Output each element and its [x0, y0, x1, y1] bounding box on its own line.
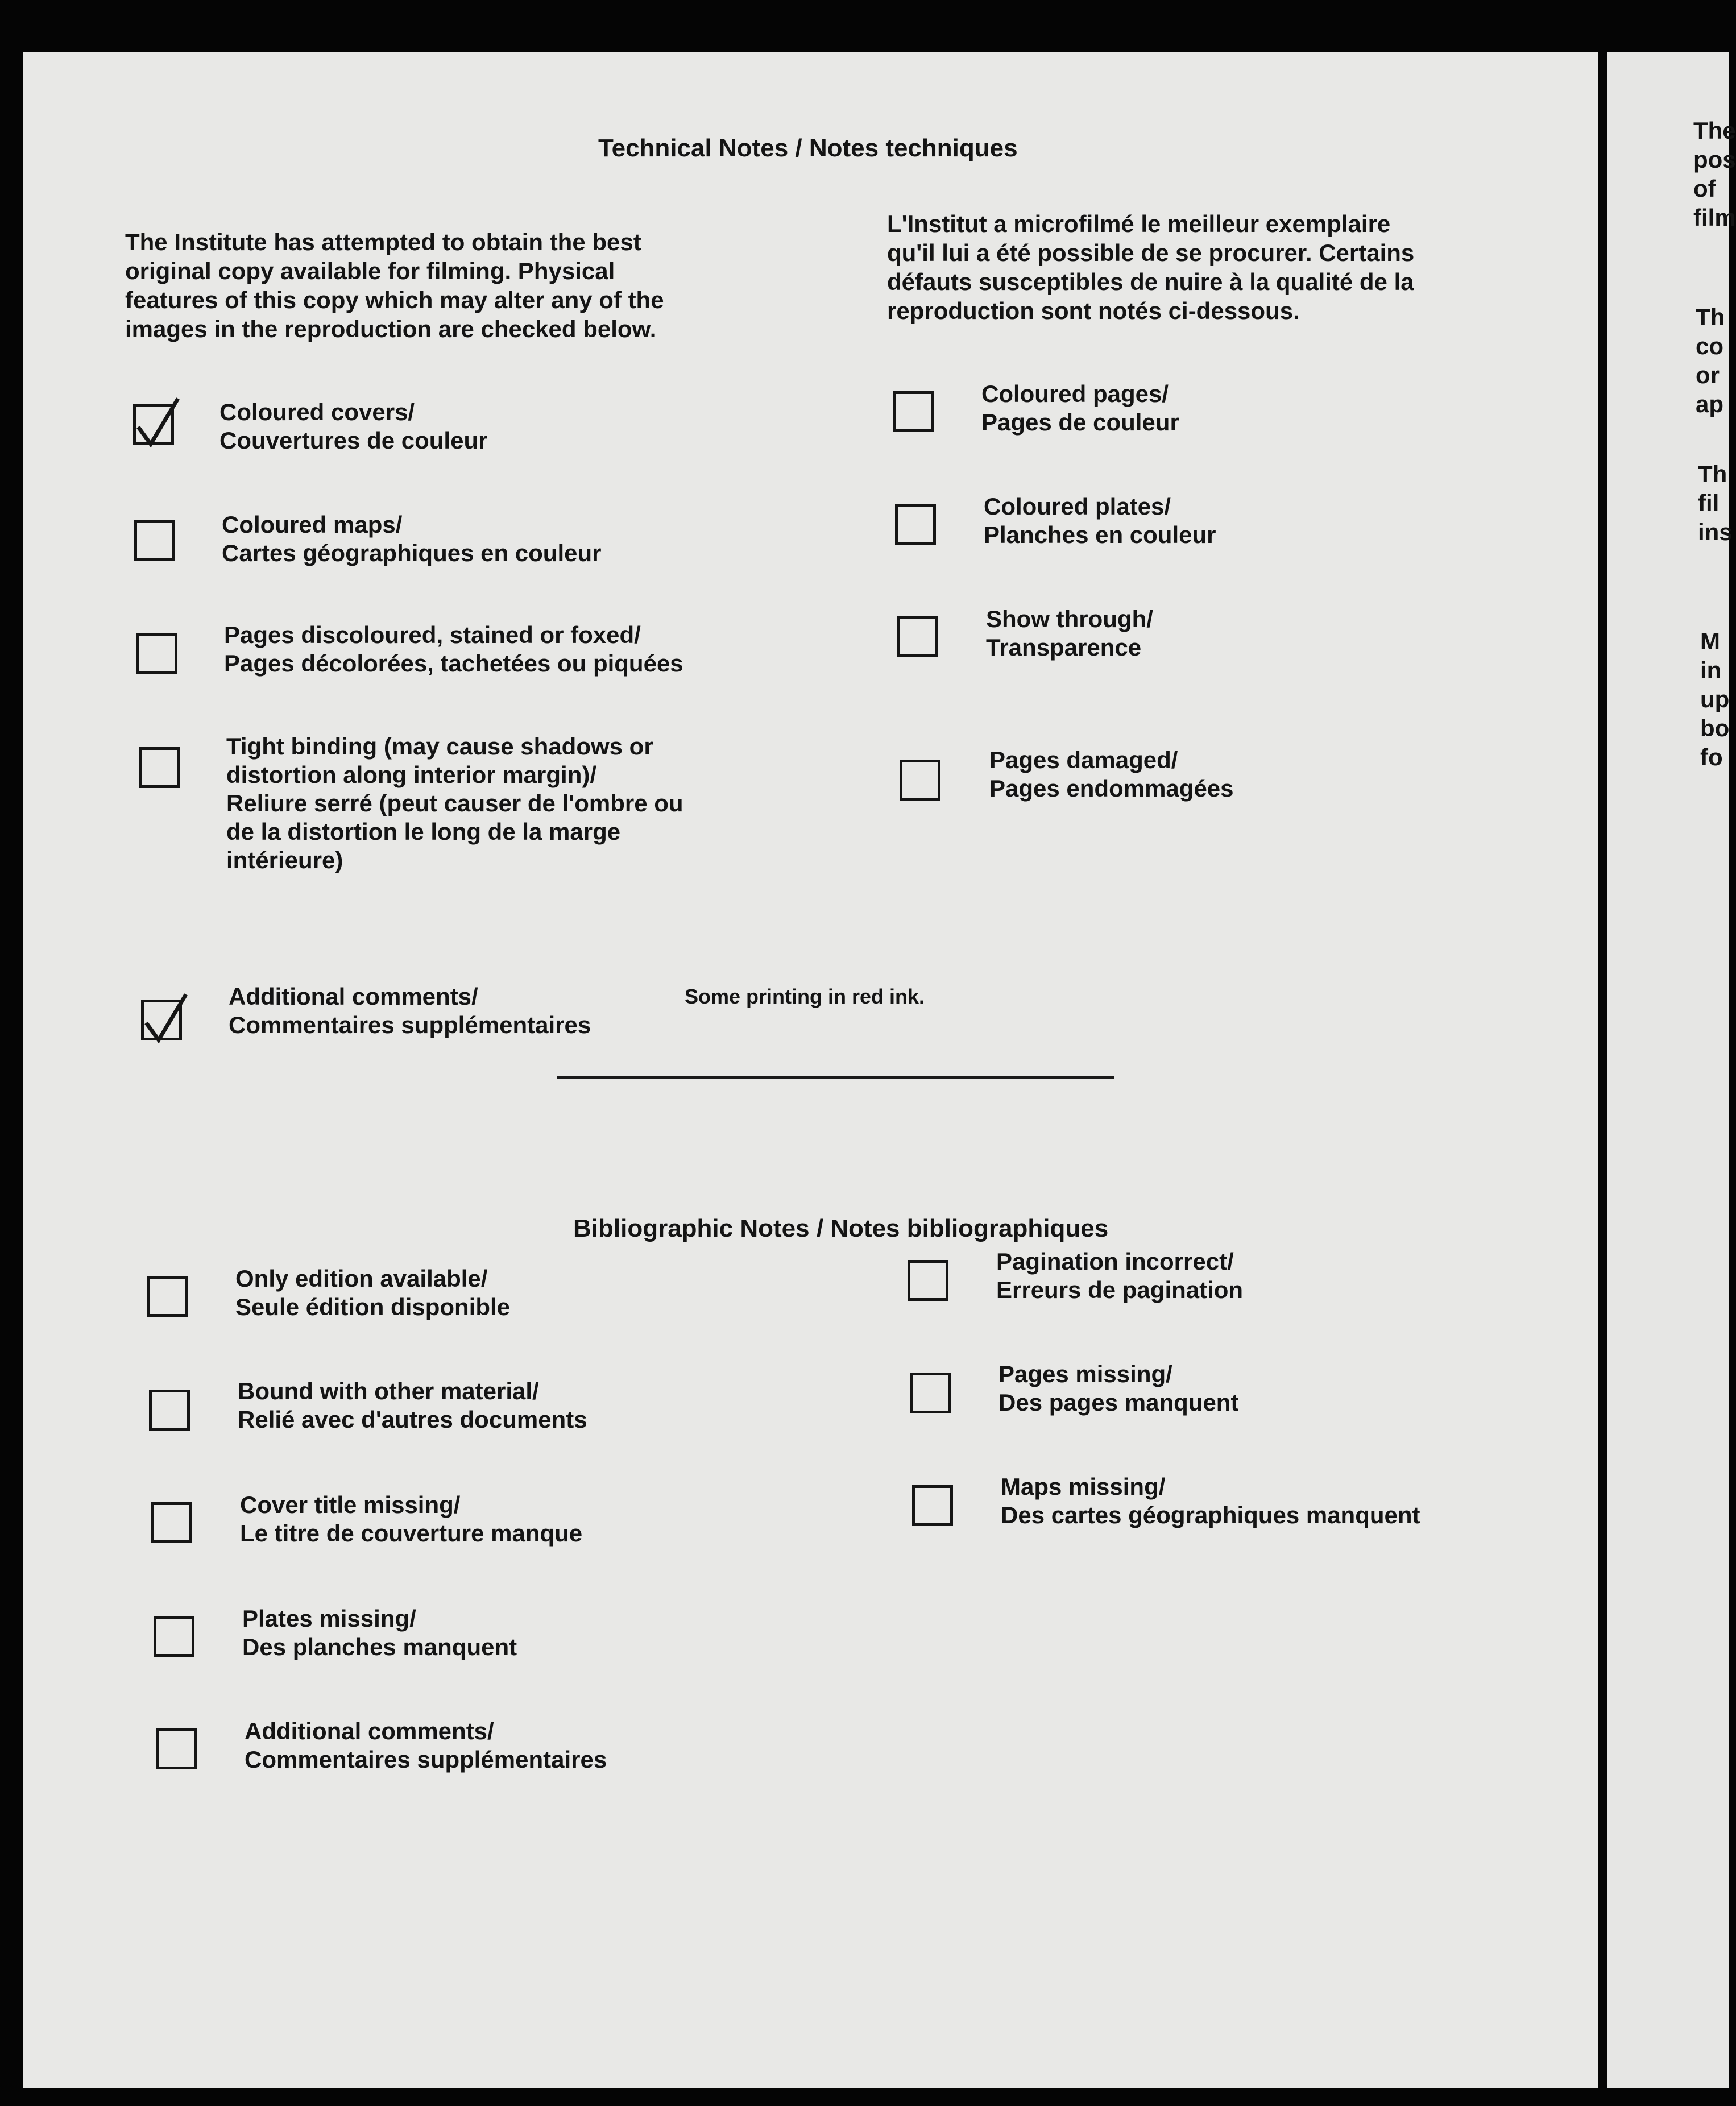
coloured-maps-label: Coloured maps/ Cartes géographiques en couleur — [222, 511, 602, 566]
maps-missing-checkbox[interactable] — [912, 1485, 953, 1526]
bibliographic-additional-comments-checkbox[interactable] — [156, 1728, 197, 1769]
section-divider — [557, 1076, 1114, 1079]
bibliographic-additional-comments-label: Additional comments/ Commentaires supplémentaires — [245, 1718, 607, 1773]
pages-discoloured-checkbox[interactable] — [136, 633, 177, 674]
coloured-pages-label: Coloured pages/ Pages de couleur — [981, 380, 1179, 436]
coloured-plates-label: Coloured plates/ Planches en couleur — [984, 493, 1216, 548]
pages-discoloured-label: Pages discoloured, stained or foxed/ Pages décolorées, tachetées ou piquées — [224, 621, 683, 677]
plates-missing-label: Plates missing/ Des planches manquent — [242, 1605, 517, 1660]
coloured-pages-checkbox[interactable] — [893, 391, 934, 432]
tight-binding-checkbox[interactable] — [139, 747, 180, 788]
fragment-block-3: Th fil ins — [1698, 461, 1733, 545]
pagination-incorrect-label: Pagination incorrect/ Erreurs de pagination — [996, 1248, 1244, 1303]
pages-missing-checkbox[interactable] — [910, 1373, 951, 1413]
checkmark-icon — [132, 394, 184, 451]
pages-damaged-checkbox[interactable] — [900, 760, 940, 801]
maps-missing-label: Maps missing/ Des cartes géographiques manquent — [1001, 1473, 1420, 1528]
show-through-checkbox[interactable] — [897, 616, 938, 657]
only-edition-checkbox[interactable] — [147, 1276, 188, 1317]
technical-notes-title: Technical Notes / Notes techniques — [598, 134, 1018, 162]
bound-with-checkbox[interactable] — [149, 1390, 190, 1431]
checkmark-icon — [140, 990, 192, 1047]
cover-title-missing-label: Cover title missing/ Le titre de couverture manque — [240, 1491, 583, 1547]
notes-page — [23, 52, 1598, 2088]
additional-comments-value: Some printing in red ink. — [685, 985, 925, 1008]
pages-missing-label: Pages missing/ Des pages manquent — [998, 1361, 1239, 1416]
coloured-covers-checkbox[interactable] — [133, 404, 174, 445]
fragment-block-1: The pos of film — [1693, 117, 1736, 231]
bibliographic-notes-title: Bibliographic Notes / Notes bibliographiques — [573, 1214, 1109, 1242]
only-edition-label: Only edition available/ Seule édition disponible — [235, 1265, 511, 1320]
pages-damaged-label: Pages damaged/ Pages endommagées — [989, 747, 1234, 802]
intro-english: The Institute has attempted to obtain the best original copy available for filming. Physical features of this copy which may alter any of the images in the reproduction are checked below. — [125, 229, 664, 342]
show-through-label: Show through/ Transparence — [986, 606, 1153, 661]
bound-with-label: Bound with other material/ Relié avec d'autres documents — [238, 1378, 587, 1433]
intro-french: L'Institut a microfilmé le meilleur exemplaire qu'il lui a été possible de se procurer. Certains défauts susceptibles de nuire à la qualité de la reproduction sont notés ci-dessous. — [887, 210, 1415, 324]
coloured-maps-checkbox[interactable] — [134, 520, 175, 561]
coloured-plates-checkbox[interactable] — [895, 504, 936, 545]
additional-comments-checkbox[interactable] — [141, 1000, 182, 1040]
plates-missing-checkbox[interactable] — [154, 1616, 194, 1657]
fragment-block-2: Th co or ap — [1696, 304, 1725, 417]
cover-title-missing-checkbox[interactable] — [151, 1502, 192, 1543]
additional-comments-label: Additional comments/ Commentaires supplémentaires — [229, 983, 591, 1038]
pagination-incorrect-checkbox[interactable] — [908, 1260, 948, 1301]
adjacent-page-edge — [1607, 52, 1736, 2088]
coloured-covers-label: Coloured covers/ Couvertures de couleur — [219, 399, 488, 454]
tight-binding-label: Tight binding (may cause shadows or distortion along interior margin)/ Reliure serré (peut causer de l'ombre ou de la distortion le long de la marge intérieure) — [226, 733, 683, 873]
fragment-block-4: M in up bo fo — [1700, 628, 1730, 770]
